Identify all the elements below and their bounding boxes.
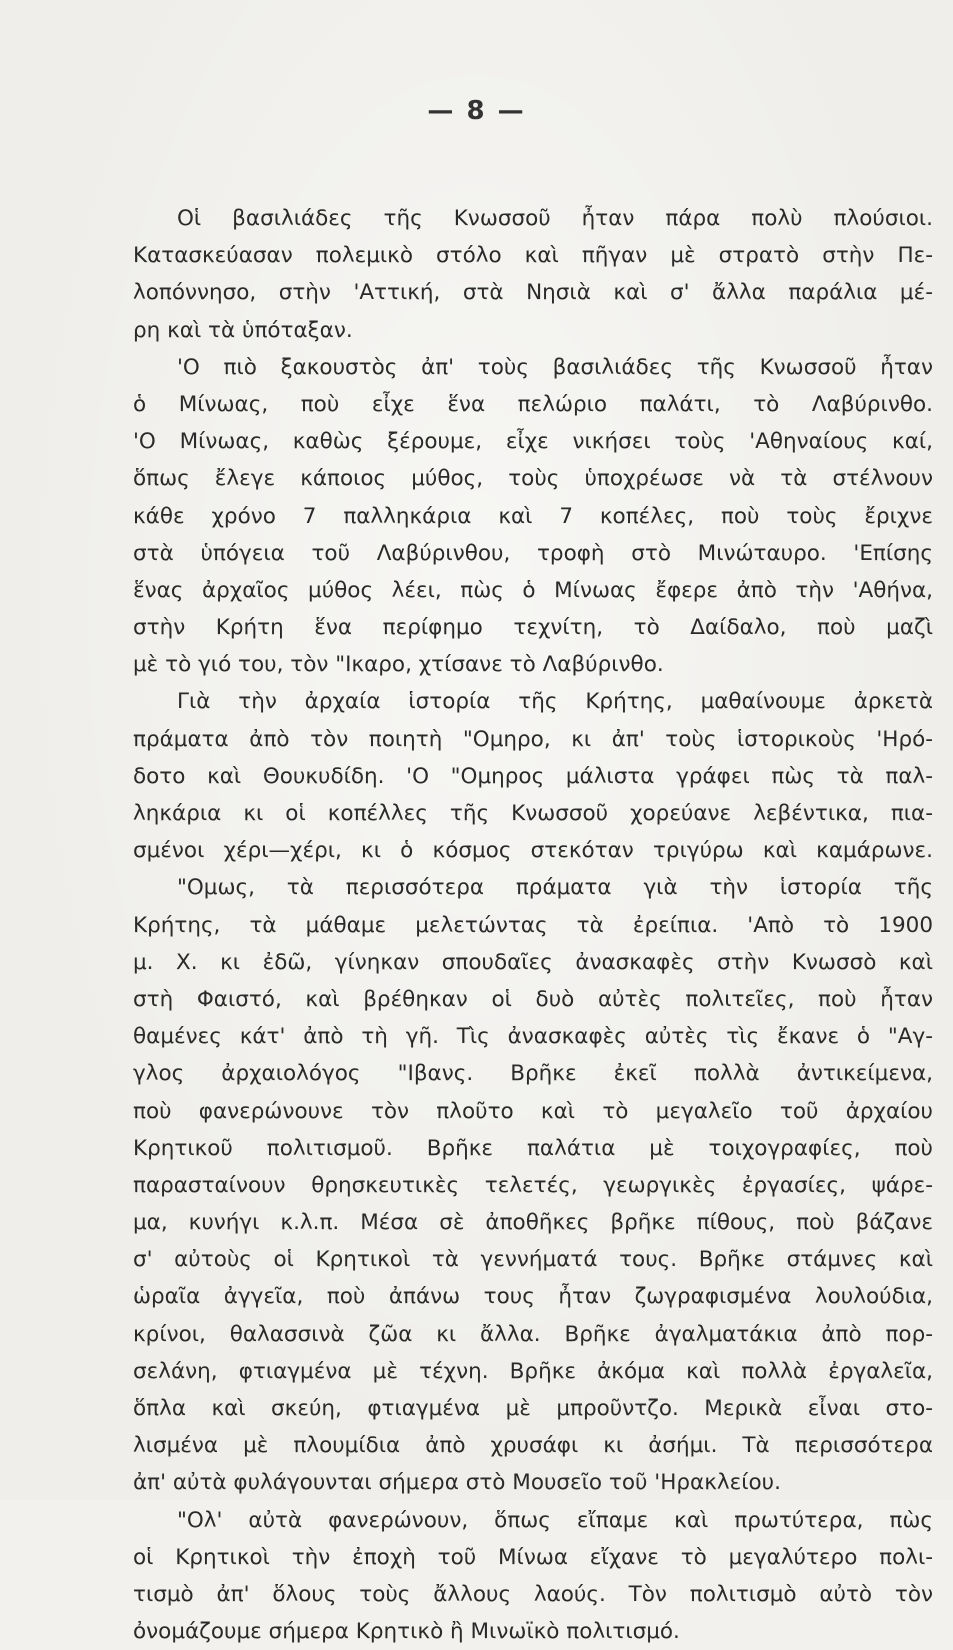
text-line: σ' αὐτοὺς οἱ Κρητικοὶ τὰ γεννήματά τους. Βρῆκε στάμνες καὶ (133, 1247, 933, 1273)
text-line: 'Ο Μίνωας, καθὼς ξέρουμε, εἶχε νικήσει τοὺς 'Αθηναίους καί, (133, 429, 933, 455)
text-line: μὲ τὸ γιό του, τὸν "Ικαρο, χτίσανε τὸ Λαβύρινθο. (133, 652, 664, 678)
page-number: — 8 — (427, 96, 526, 126)
text-line: Κρήτης, τὰ μάθαμε μελετώντας τὰ ἐρείπια. 'Απὸ τὸ 1900 (133, 912, 933, 938)
text-line: στὴν Κρήτη ἕνα περίφημο τεχνίτη, τὸ Δαίδαλο, ποὺ μαζὶ (133, 615, 933, 641)
body-text (133, 200, 933, 1650)
text-line: σελάνη, φτιαγμένα μὲ τέχνη. Βρῆκε ἀκόμα καὶ πολλὰ ἐργαλεῖα, (133, 1358, 933, 1384)
text-line: ρη καὶ τὰ ὑπόταξαν. (133, 317, 353, 343)
text-line: ὅπλα καὶ σκεύη, φτιαγμένα μὲ μπροῦντζο. Μερικὰ εἶναι στο- (133, 1396, 933, 1421)
text-line: Κρητικοῦ πολιτισμοῦ. Βρῆκε παλάτια μὲ τοιχογραφίες, ποὺ (133, 1135, 933, 1161)
text-line: ἕνας ἀρχαῖος μύθος λέει, πὼς ὁ Μίνωας ἔφερε ἀπὸ τὴν 'Αθήνα, (133, 577, 933, 603)
text-line: λισμένα μὲ πλουμίδια ἀπὸ χρυσάφι κι ἀσήμι. Τὰ περισσότερα (133, 1433, 933, 1459)
text-line: ποὺ φανερώνουνε τὸν πλοῦτο καὶ τὸ μεγαλεῖο τοῦ ἀρχαίου (133, 1098, 933, 1124)
text-line: δοτο καὶ Θουκυδίδη. 'Ο "Ομηρος μάλιστα γράφει πὼς τὰ παλ- (133, 763, 933, 789)
text-line: ληκάρια κι οἱ κοπέλλες τῆς Κνωσσοῦ χορεύανε λεβέντικα, πια- (133, 801, 933, 826)
text-line: μ. Χ. κι ἐδῶ, γίνηκαν σπουδαῖες ἀνασκαφὲς στὴν Κνωσσὸ καὶ (133, 949, 933, 975)
text-line: γλος ἀρχαιολόγος "Ιβανς. Βρῆκε ἐκεῖ πολλὰ ἀντικείμενα, (133, 1061, 933, 1087)
text-line: ὅπως ἔλεγε κάποιος μύθος, τοὺς ὑποχρέωσε νὰ τὰ στέλνουν (133, 466, 933, 492)
text-line: λοπόννησο, στὴν 'Αττική, στὰ Νησιὰ καὶ σ' ἄλλα παράλια μέ- (133, 280, 933, 306)
text-line: παρασταίνουν θρησκευτικὲς τελετές, γεωργικὲς ἐργασίες, ψάρε- (133, 1172, 933, 1198)
text-line: Οἱ βασιλιάδες τῆς Κνωσσοῦ ἦταν πάρα πολὺ πλούσιοι. (177, 206, 933, 231)
text-line: "Ομως, τὰ περισσότερα πράματα γιὰ τὴν ἱστορία τῆς (177, 875, 933, 901)
text-line: ὀνομάζουμε σήμερα Κρητικὸ ἢ Μινωϊκὸ πολιτισμό. (133, 1619, 680, 1645)
text-line: Γιὰ τὴν ἀρχαία ἱστορία τῆς Κρήτης, μαθαίνουμε ἀρκετὰ (177, 689, 933, 715)
text-line: "Ολ' αὐτὰ φανερώνουν, ὅπως εἴπαμε καὶ πρωτύτερα, πὼς (177, 1507, 933, 1533)
text-line: θαμένες κάτ' ἀπὸ τὴ γῆ. Τὶς ἀνασκαφὲς αὐτὲς τὶς ἔκανε ὁ "Αγ- (133, 1024, 933, 1050)
text-line: οἱ Κρητικοὶ τὴν ἐποχὴ τοῦ Μίνωα εἴχανε τὸ μεγαλύτερο πολι- (133, 1544, 933, 1570)
text-line: ὁ Μίνωας, ποὺ εἶχε ἕνα πελώριο παλάτι, τὸ Λαβύρινθο. (133, 391, 933, 417)
text-line: κάθε χρόνο 7 παλληκάρια καὶ 7 κοπέλες, ποὺ τοὺς ἔριχνε (133, 503, 933, 529)
text-line: πράματα ἀπὸ τὸν ποιητὴ "Ομηρο, κι ἀπ' τοὺς ἱστορικοὺς 'Ηρό- (133, 726, 933, 752)
text-line: 'Ο πιὸ ξακουστὸς ἀπ' τοὺς βασιλιάδες τῆς Κνωσσοῦ ἦταν (177, 354, 933, 380)
text-line: στὴ Φαιστό, καὶ βρέθηκαν οἱ δυὸ αὐτὲς πολιτεῖες, ποὺ ἦταν (133, 986, 933, 1012)
text-line: σμένοι χέρι—χέρι, κι ὁ κόσμος στεκόταν τριγύρω καὶ καμάρωνε. (133, 838, 933, 864)
text-line: μα, κυνήγι κ.λ.π. Μέσα σὲ ἀποθῆκες βρῆκε πίθους, ποὺ βάζανε (133, 1210, 933, 1236)
text-line: στὰ ὑπόγεια τοῦ Λαβύρινθου, τροφὴ στὸ Μινώταυρο. 'Επίσης (133, 540, 933, 566)
text-line: ὡραῖα ἀγγεῖα, ποὺ ἀπάνω τους ἦταν ζωγραφισμένα λουλούδια, (133, 1284, 933, 1310)
text-line: τισμὸ ἀπ' ὅλους τοὺς ἄλλους λαούς. Τὸν πολιτισμὸ αὐτὸ τὸν (133, 1581, 933, 1607)
text-line: Κατασκεύασαν πολεμικὸ στόλο καὶ πῆγαν μὲ στρατὸ στὴν Πε- (133, 243, 933, 269)
text-line: ἀπ' αὐτὰ φυλάγουνται σήμερα στὸ Μουσεῖο τοῦ 'Ηρακλείου. (133, 1470, 781, 1496)
text-line: κρίνοι, θαλασσινὰ ζῶα κι ἄλλα. Βρῆκε ἀγαλματάκια ἀπὸ πορ- (133, 1321, 933, 1347)
